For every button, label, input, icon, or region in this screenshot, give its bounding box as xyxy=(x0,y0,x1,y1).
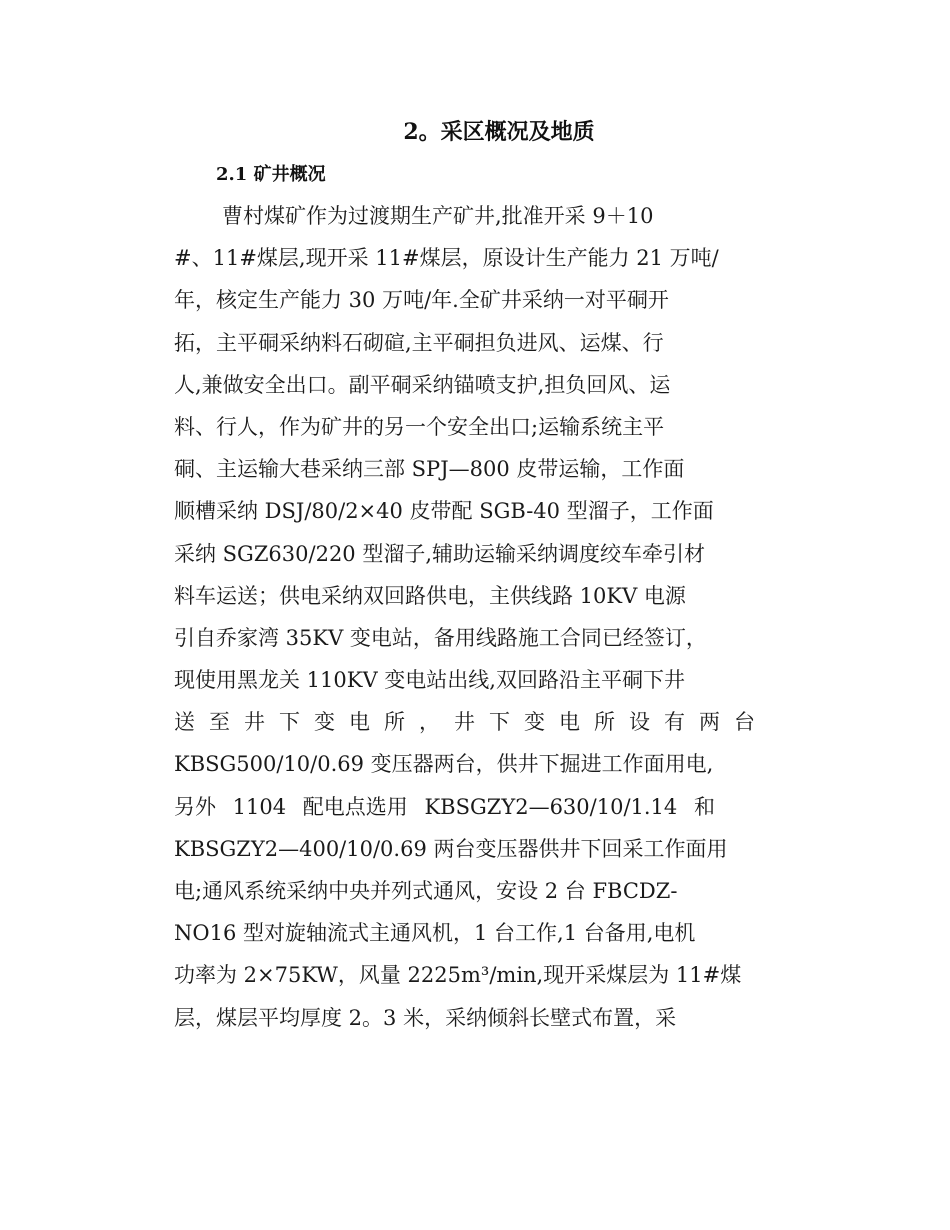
text-line: KBSG500/10/0.69 变压器两台，供井下掘进工作面用电, xyxy=(174,752,714,777)
text-line: 料车运送；供电采纳双回路供电，主供线路 10KV 电源 xyxy=(174,583,686,608)
text-line: 功率为 2×75KW，风量 2225m³/min,现开采煤层为 11#煤 xyxy=(174,963,742,988)
text-line: 年，核定生产能力 30 万吨/年.全矿井采纳一对平硐开 xyxy=(174,288,669,313)
text-line: 电;通风系统采纳中央并列式通风，安设 2 台 FBCDZ- xyxy=(174,879,678,903)
text-line: 料、行人，作为矿井的另一个安全出口;运输系统主平 xyxy=(174,414,665,439)
text-line: NO16 型对旋轴流式主通风机，1 台工作,1 台备用,电机 xyxy=(174,921,696,946)
text-line: 层，煤层平均厚度 2。3 米，采纳倾斜长壁式布置，采 xyxy=(174,1005,677,1030)
text-line: 曹村煤矿作为过渡期生产矿井,批准开采 9＋10 xyxy=(222,204,654,228)
text-line: 另外 1104 配电点选用 KBSGZY2—630/10/1.14 和 xyxy=(174,794,715,819)
text-line: 送至井下变电所，井下变电所设有两台 xyxy=(174,710,769,735)
text-line: 顺槽采纳 DSJ/80/2×40 皮带配 SGB-40 型溜子，工作面 xyxy=(174,499,714,524)
text-line: 人,兼做安全出口。副平硐采纳锚喷支护,担负回风、运 xyxy=(174,372,671,397)
section-heading: 2.1 矿井概况 xyxy=(216,164,326,185)
text-line: 引自乔家湾 35KV 变电站，备用线路施工合同已经签订， xyxy=(174,625,707,650)
body-text xyxy=(174,195,784,1039)
page-title: 2。采区概况及地质 xyxy=(403,119,595,145)
text-line: 采纳 SGZ630/220 型溜子,辅助运输采纳调度绞车牵引材 xyxy=(174,541,706,566)
text-line: 现使用黑龙关 110KV 变电站出线,双回路沿主平硐下井 xyxy=(174,668,685,693)
text-line: #、11#煤层,现开采 11#煤层，原设计生产能力 21 万吨/ xyxy=(174,246,719,271)
text-line: KBSGZY2—400/10/0.69 两台变压器供井下回采工作面用 xyxy=(174,836,728,861)
text-line: 拓，主平硐采纳料石砌碹,主平硐担负进风、运煤、行 xyxy=(174,330,664,355)
text-line: 硐、主运输大巷采纳三部 SPJ—800 皮带运输，工作面 xyxy=(174,457,685,482)
